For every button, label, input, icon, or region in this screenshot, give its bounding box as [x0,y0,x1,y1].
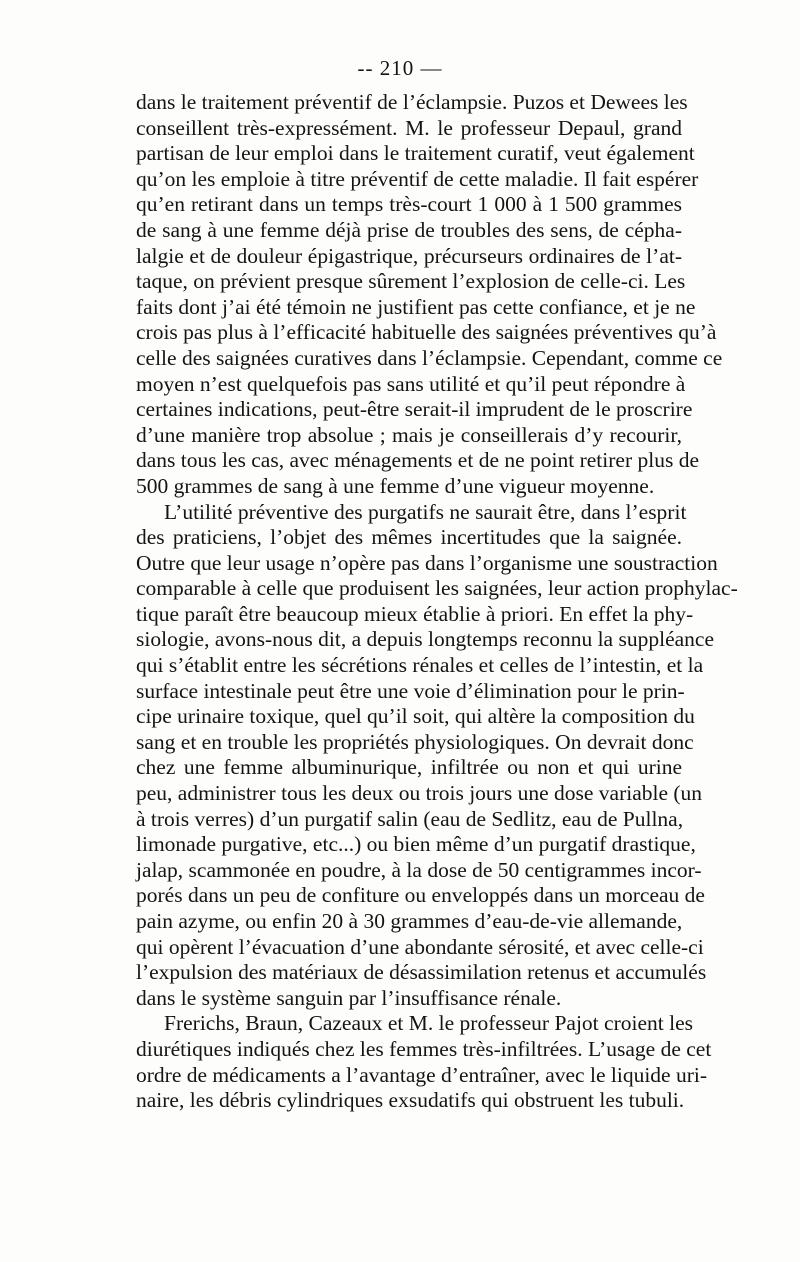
text-line: siologie, avons-nous dit, a depuis longtemps reconnu la suppléance [136,627,714,652]
text-line: certaines indications, peut-être serait-il imprudent de le proscrire [136,397,693,422]
text-line: jalap, scammonée en poudre, à la dose de 50 centigrammes incor- [136,857,702,882]
page-number: -- 210 — [357,56,443,80]
paragraph-bloodletting [136,90,723,500]
text-line: qu’on les emploie à titre préventif de cette maladie. Il fait espérer [136,166,699,191]
text-line: dans le système sanguin par l’insuffisance rénale. [136,985,562,1010]
text-line: moyen n’est quelquefois pas sans utilité et qu’il peut répondre à [136,371,686,396]
text-line: celle des saignées curatives dans l’éclampsie. Cependant, comme ce [136,345,723,370]
text-line: d’une manière trop absolue ; mais je conseillerais d’y recourir, [136,422,682,447]
text-line: dans le traitement préventif de l’éclampsie. Puzos et Dewees les [136,90,688,114]
text-line: limonade purgative, etc...) ou bien même d’un purgatif drastique, [136,832,696,857]
text-line: faits dont j’ai été témoin ne justifient pas cette confiance, et je ne [136,294,696,319]
text-line: conseillent très-expressément. M. le professeur Depaul, grand [136,115,682,140]
body-text [136,90,738,1114]
text-line: des praticiens, l’objet des mêmes incertitudes que la saignée. [136,525,682,550]
text-line: l’expulsion des matériaux de désassimilation retenus et accumulés [136,960,707,985]
text-line: à trois verres) d’un purgatif salin (eau de Sedlitz, eau de Pullna, [136,806,684,831]
text-line: L’utilité préventive des purgatifs ne saurait être, dans l’esprit [164,499,687,524]
text-line: Frerichs, Braun, Cazeaux et M. le professeur Pajot croient les [164,1011,693,1036]
text-line: partisan de leur emploi dans le traitement curatif, veut également [136,141,695,166]
paragraph-diuretics [136,1011,712,1113]
text-line: ordre de médicaments a l’avantage d’entraîner, avec le liquide uri- [136,1062,707,1087]
text-line: crois pas plus à l’efficacité habituelle des saignées préventives qu’à [136,320,717,345]
text-line: pain azyme, ou enfin 20 à 30 grammes d’eau-de-vie allemande, [136,909,683,933]
paragraph-purgatives [136,499,738,1012]
text-line: chez une femme albuminurique, infiltrée ou non et qui urine [136,755,682,780]
text-line: de sang à une femme déjà prise de troubles des sens, de cépha- [136,217,682,242]
text-line: 500 grammes de sang à une femme d’une vigueur moyenne. [136,473,655,498]
text-line: Outre que leur usage n’opère pas dans l’organisme une soustraction [136,550,718,575]
text-line: lalgie et de douleur épigastrique, précurseurs ordinaires de l’at- [136,243,682,268]
text-line: sang et en trouble les propriétés physiologiques. On devrait donc [136,729,694,754]
text-line: comparable à celle que produisent les saignées, leur action prophylac- [136,576,738,601]
text-line: peu, administrer tous les deux ou trois jours une dose variable (un [136,781,703,806]
text-line: naire, les débris cylindriques exsudatifs qui obstruent les tubuli. [136,1088,685,1113]
text-line: qu’en retirant dans un temps très-court 1 000 à 1 500 grammes [136,192,682,217]
text-line: qui s’établit entre les sécrétions rénales et celles de l’intestin, et la [136,653,704,678]
text-line: tique paraît être beaucoup mieux établie à priori. En effet la phy- [136,601,694,626]
text-line: surface intestinale peut être une voie d’élimination pour le prin- [136,678,685,703]
text-line: cipe urinaire toxique, quel qu’il soit, qui altère la composition du [136,704,695,729]
text-line: diurétiques indiqués chez les femmes très-infiltrées. L’usage de cet [136,1036,712,1061]
text-line: porés dans un peu de confiture ou enveloppés dans un morceau de [136,883,705,908]
text-line: dans tous les cas, avec ménagements et de ne point retirer plus de [136,448,699,473]
text-line: taque, on prévient presque sûrement l’explosion de celle-ci. Les [136,269,686,294]
text-line: qui opèrent l’évacuation d’une abondante sérosité, et avec celle-ci [136,934,704,959]
